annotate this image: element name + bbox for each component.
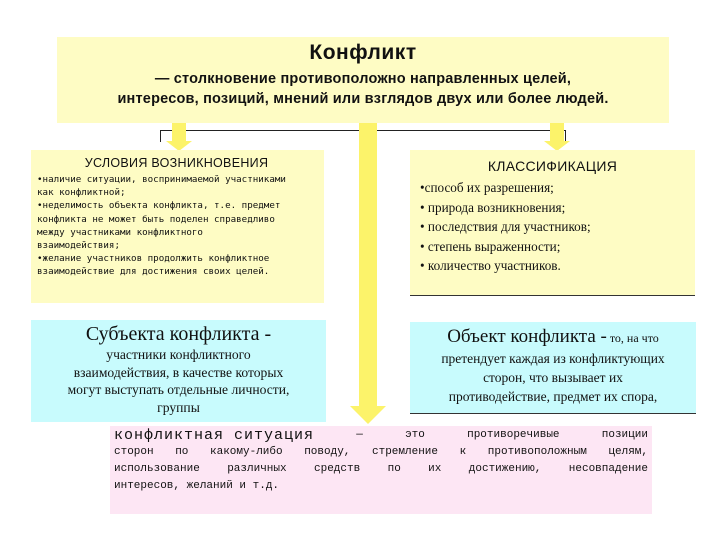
conditions-title: УСЛОВИЯ ВОЗНИКНОВЕНИЯ <box>84 156 269 170</box>
classification-item: • степень выраженности; <box>420 238 561 254</box>
classification-title: КЛАССИФИКАЦИЯ <box>487 158 618 174</box>
conditions-box <box>31 150 324 303</box>
object-box <box>410 322 696 414</box>
arrow-center-stem <box>359 123 377 408</box>
definition-box <box>57 37 669 123</box>
situation-word: это <box>405 429 425 441</box>
arrow-left-stem <box>172 123 186 141</box>
arrow-right-stem <box>550 123 564 141</box>
definition-title: Конфликт <box>309 41 417 64</box>
subject-line: группы <box>157 399 200 415</box>
classification-box <box>410 150 695 296</box>
definition-line: — столкновение противоположно направленных целей, <box>154 71 572 87</box>
object-line: противодействие, предмет их спора, <box>448 389 658 404</box>
subject-box <box>31 320 326 422</box>
situation-line: сторон по какому-либо поводу, стремление к противоположным целям, <box>114 446 648 458</box>
subject-line: участники конфликтного <box>106 347 251 362</box>
classification-item: •способ их разрешения; <box>420 180 554 195</box>
situation-title: конфликтная ситуация <box>114 427 315 444</box>
situation-word: — <box>356 429 363 441</box>
classification-item: • последствия для участников; <box>420 219 591 234</box>
object-line: сторон, что вызывает их <box>483 370 623 385</box>
conditions-line: конфликта не может быть поделен справедливо <box>37 213 275 225</box>
subject-title: Субъекта конфликта - <box>85 323 272 345</box>
object-heading-line <box>410 326 696 349</box>
conditions-line: •наличие ситуации, воспринимаемой участниками <box>37 174 286 185</box>
definition-text <box>57 69 669 109</box>
classification-item: • количество участников. <box>420 258 561 273</box>
object-title: Объект конфликта - <box>447 326 607 347</box>
object-text <box>410 349 696 406</box>
situation-line: интересов, желаний и т.д. <box>114 480 280 492</box>
conditions-line: между участниками конфликтного <box>37 226 203 238</box>
situation-word: позиции <box>601 429 648 441</box>
definition-line: интересов, позиций, мнений или взглядов двух или более людей. <box>117 91 609 107</box>
situation-box <box>110 426 652 514</box>
conditions-line: взаимодействия; <box>37 240 120 252</box>
conditions-line: •неделимость объекта конфликта, т.е. предмет <box>37 200 281 212</box>
classification-item: • природа возникновения; <box>420 199 566 215</box>
conditions-line: взаимодействие для достижения своих целей. <box>37 266 270 278</box>
subject-line: могут выступать отдельные личности, <box>67 382 290 397</box>
subject-line: взаимодействия, в качестве которых <box>73 364 284 380</box>
situation-line: использование различных средств по их достижению, несовпадение <box>114 463 648 475</box>
subject-text <box>31 346 326 416</box>
connector-left-drop <box>160 130 161 142</box>
object-line: претендует каждая из конфликтующих <box>441 351 665 366</box>
situation-first-line <box>114 427 648 444</box>
arrow-center-head <box>350 406 386 424</box>
situation-word: противоречивые <box>467 429 560 441</box>
conditions-line: как конфликтной; <box>37 187 126 199</box>
object-title-tail: то, на что <box>606 331 659 345</box>
conditions-line: •желание участников продолжить конфликтное <box>37 253 270 265</box>
